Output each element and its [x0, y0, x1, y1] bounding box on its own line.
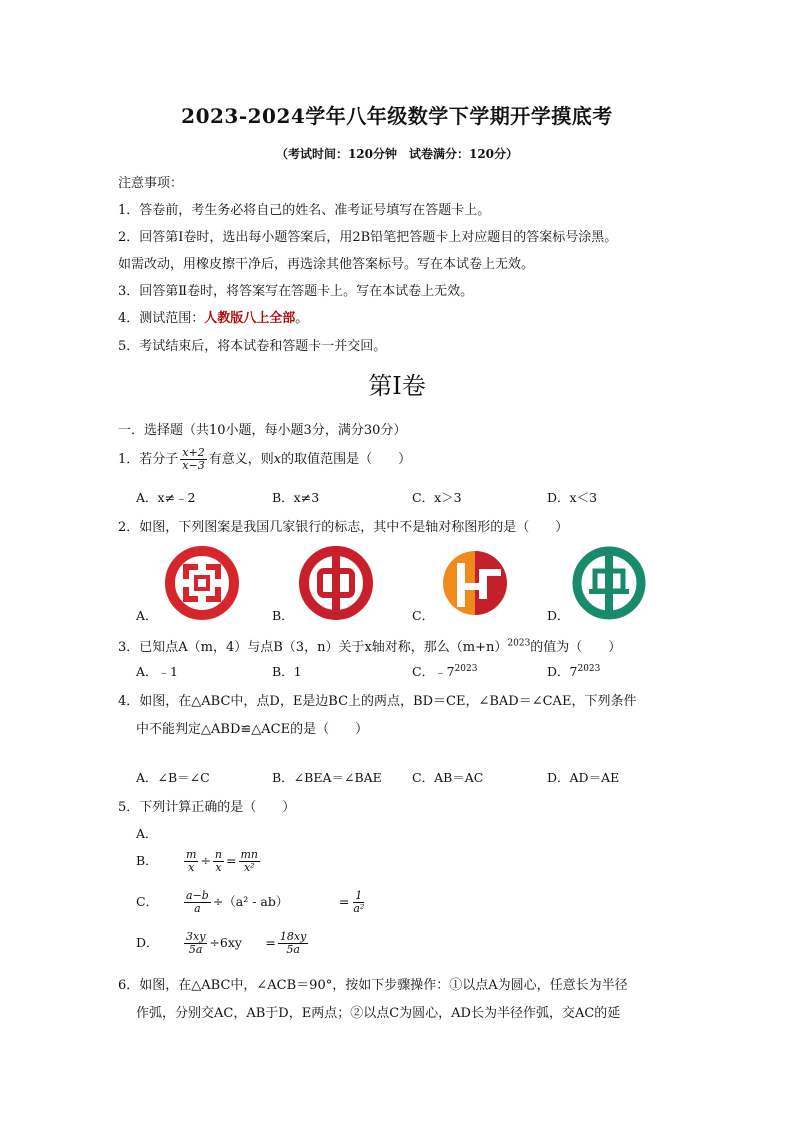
q5-c-mid: ÷（a² - ab）: [212, 894, 289, 909]
q3-option-d: [547, 662, 600, 680]
q5-c-f-den: a: [194, 902, 201, 915]
q2-option-c: C．: [412, 608, 435, 623]
q2-option-b: B．: [272, 608, 294, 623]
note-5: 5．考试结束后，将本试卷和答题卡一并交回。: [118, 339, 387, 354]
q5-c-result: [351, 890, 366, 915]
q5-b-f2-num: n: [214, 848, 223, 861]
q3-suffix: 的值为（ ）: [530, 640, 622, 655]
q1-frac-den: x−3: [182, 459, 205, 472]
q5-d-mid: ÷6xy: [209, 935, 242, 950]
q5-d-r-den: 5a: [286, 943, 300, 956]
q1-mid: 有意义，则: [208, 452, 274, 467]
q5-d-f-num: 3xy: [186, 930, 206, 943]
q5-c-r-den: a²: [353, 902, 365, 915]
test-scope: 人教版八上全部: [204, 311, 296, 326]
q3-exponent: 2023: [507, 638, 531, 649]
icbc-logo-icon: [164, 545, 240, 621]
q5-b-eq: =: [226, 853, 237, 868]
q1-option-c: C．x＞3: [412, 490, 462, 505]
q3-c-base: C．﹣7: [412, 664, 455, 679]
question-4-line2: 中不能判定△ABD≌△ACE的是（ ）: [136, 722, 369, 737]
q1-fraction: [180, 447, 206, 472]
q5-b-frac2: [213, 849, 224, 874]
q2-option-d: D．: [547, 608, 570, 623]
exam-subtitle: （考试时间：120分钟 试卷满分：120分）: [275, 147, 519, 161]
abc-logo-icon: [571, 545, 647, 621]
exam-title: 2023-2024学年八年级数学下学期开学摸底考: [181, 104, 613, 128]
question-6-line2: 作弧，分别交AC，AB于D，E两点；②以点C为圆心，AD长为半径作弧，交AC的延: [136, 1006, 621, 1021]
q5-d-result: [278, 931, 308, 956]
q5-b-frac1: [184, 849, 198, 874]
q5-b-r-num: mn: [240, 848, 259, 861]
q4-option-d: D．AD＝AE: [547, 770, 620, 785]
q1-frac-num: x+2: [182, 446, 205, 459]
q5-b-op: ÷: [200, 853, 211, 868]
question-2: 2．如图，下列图案是我国几家银行的标志，其中不是轴对称图形的是（ ）: [118, 520, 569, 535]
q5-c-frac: [184, 890, 211, 915]
q5-b-result: [239, 849, 261, 874]
notes-heading: 注意事项：: [118, 176, 184, 191]
q3-d-exp: 2023: [577, 663, 601, 674]
q5-c-eq: =: [338, 894, 350, 909]
q1-var: x: [273, 452, 282, 467]
q5-b-f1-den: x: [188, 861, 195, 874]
q3-option-a: A．﹣1: [136, 664, 178, 679]
q5-b-label: B．: [136, 853, 158, 868]
question-1: [118, 447, 411, 472]
section-title: 第Ⅰ卷: [368, 372, 426, 400]
question-6-line1: 6．如图，在△ABC中，∠ACB＝90°，按如下步骤操作：①以点A为圆心，任意长为半径: [118, 978, 628, 993]
note-4: [118, 307, 308, 326]
note-2b: 如需改动，用橡皮擦干净后，再选涂其他答案标号。写在本试卷上无效。: [118, 257, 535, 272]
q5-c-label: C．: [136, 894, 159, 909]
q5-option-a: A．: [136, 826, 158, 841]
q5-c-f-num: a−b: [186, 889, 209, 902]
note-3: 3．回答第Ⅱ卷时，将答案写在答题卡上。写在本试卷上无效。: [118, 284, 474, 299]
q5-d-r-num: 18xy: [279, 930, 307, 943]
q5-b-r-den: x²: [243, 861, 255, 874]
q1-option-b: B．x≠3: [272, 490, 320, 505]
q1-suffix: 的取值范围是（ ）: [281, 452, 412, 467]
q3-option-c: [412, 662, 477, 680]
q5-option-d: [136, 931, 310, 956]
q1-option-a: A．x≠﹣2: [136, 490, 196, 505]
note-4-prefix: 4．测试范围：: [118, 311, 205, 326]
q5-b-f1-num: m: [186, 848, 197, 861]
q5-d-f-den: 5a: [188, 943, 203, 956]
q4-option-a: A．∠B＝∠C: [136, 770, 210, 785]
q5-c-r-num: 1: [355, 889, 363, 902]
q2-option-a: A．: [136, 608, 158, 623]
q1-prefix: 1．若分子: [118, 452, 179, 467]
q3-c-exp: 2023: [454, 663, 478, 674]
q5-d-eq: =: [265, 935, 276, 950]
ccb-logo-icon: [437, 545, 513, 621]
question-5: 5．下列计算正确的是（ ）: [118, 800, 296, 815]
q5-d-frac: [184, 931, 207, 956]
q3-option-b: B．1: [272, 664, 302, 679]
q3-d-base: D．7: [547, 664, 578, 679]
q5-option-b: [136, 849, 262, 874]
question-4-line1: 4．如图，在△ABC中，点D，E是边BC上的两点，BD＝CE，∠BAD＝∠CAE，下列条件: [118, 694, 637, 709]
q5-option-c: [136, 890, 368, 915]
q5-d-label: D．: [136, 935, 159, 950]
q3-text: 3．已知点A（m，4）与点B（3，n）关于x轴对称，那么（m+n）: [118, 640, 508, 655]
note-1: 1．答卷前，考生务必将自己的姓名、准考证号填写在答题卡上。: [118, 203, 491, 218]
part-heading: 一．选择题（共10小题，每小题3分，满分30分）: [118, 423, 407, 438]
q4-option-c: C．AB＝AC: [412, 770, 484, 785]
question-3: [118, 636, 621, 655]
boc-logo-icon: [298, 545, 374, 621]
q5-b-f2-den: x: [215, 861, 222, 874]
note-2a: 2．回答第Ⅰ卷时，选出每小题答案后，用2B铅笔把答题卡上对应题目的答案标号涂黑。: [118, 230, 618, 245]
q1-option-d: D．x＜3: [547, 490, 598, 505]
note-4-suffix: 。: [295, 311, 309, 326]
q4-option-b: B．∠BEA＝∠BAE: [272, 770, 382, 785]
